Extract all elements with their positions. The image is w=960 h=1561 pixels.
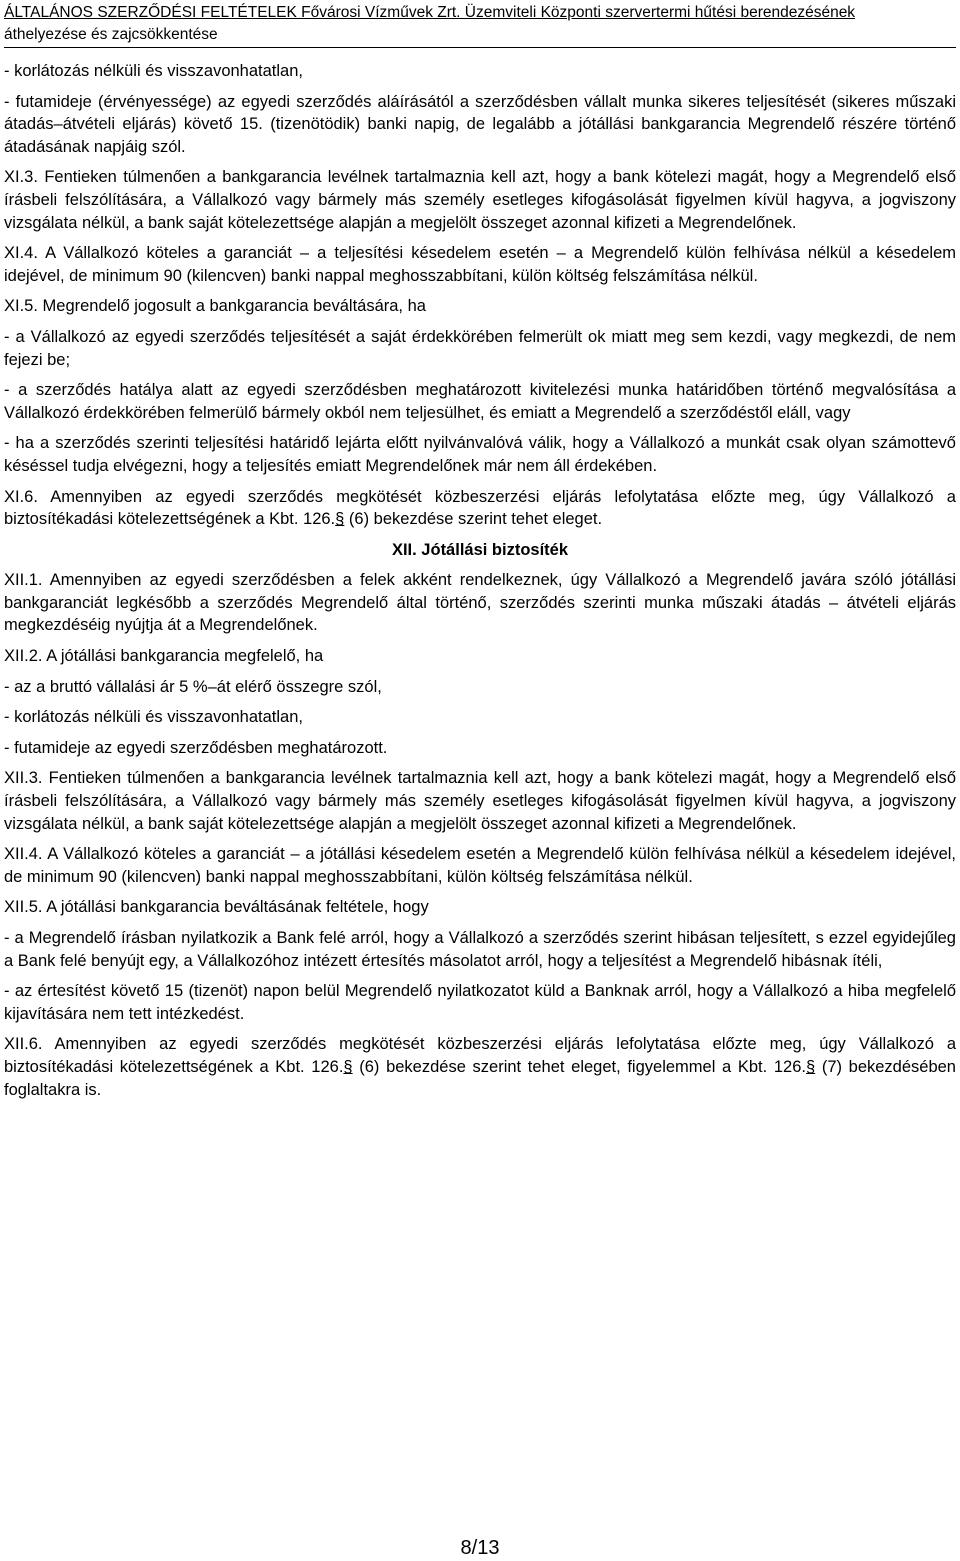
list-item: - a Megrendelő írásban nyilatkozik a Bank felé arról, hogy a Vállalkozó a szerződés szerint hibásan teljesített, s ezzel egyidejűleg a Bank felé benyújt egy, a Vállalkozóhoz intézett értesítés másolatot arról, hogy a teljesítést a Megrendelő hibásnak ítéli, — [4, 929, 956, 970]
clause-xii-3: XII.3. Fentieken túlmenően a bankgarancia levélnek tartalmaznia kell azt, hogy a bank kötelezi magát, hogy a Megrendelő első írásbeli felszólítására, a Vállalkozó vagy bármely más személy esetleges kifogásolását figyelmen kívül hagyva, a jogviszony vizsgálata nélkül, a bank saját kötelezettsége alapján a megjelölt összeget azonnal kifizeti a Megrendelőnek. — [4, 769, 956, 833]
clause-text: XI.6. Amennyiben az egyedi szerződés megkötését közbeszerzési eljárás lefolytatása előzte meg, úgy Vállalkozó a biztosítékadási kötelezettségének a Kbt. 126. — [4, 487, 956, 529]
list-item: - futamideje az egyedi szerződésben meghatározott. — [4, 738, 388, 757]
clause-xii-6 — [4, 1033, 956, 1101]
clause-xi-6 — [4, 486, 956, 531]
clause-text: (6) bekezdése szerint tehet eleget, figyelemmel a Kbt. 126. — [352, 1057, 806, 1076]
list-item: - futamideje (érvényessége) az egyedi szerződés aláírásától a szerződésben vállalt munka sikeres teljesítését (sikeres műszaki átadás–átvételi eljárás) követő 15. (tizenötödik) banki napig, de legalább a jótállási bankgarancia Megrendelő részére történő átadásának napjáig szól. — [4, 92, 956, 156]
list-item: - ha a szerződés szerinti teljesítési határidő lejárta előtt nyilvánvalóvá válik, hogy a Vállalkozó a munkát csak olyan számottevő késéssel tudja elvégezni, hogy a teljesítés emiatt Megrendelőnek már nem áll érdekében. — [4, 434, 956, 475]
clause-text: (6) bekezdése szerint tehet eleget. — [344, 510, 603, 529]
section-heading-xii: XII. Jótállási biztosíték — [391, 540, 569, 559]
header-line-2: áthelyezése és zajcsökkentése — [4, 26, 218, 43]
section-sign: § — [805, 1057, 816, 1076]
page-number: 8/13 — [460, 1537, 500, 1559]
clause-xii-1: XII.1. Amennyiben az egyedi szerződésben a felek akként rendelkeznek, úgy Vállalkozó a Megrendelő javára szóló jótállási bankgaranciát legkésőbb a szerződés Megrendelő által történő, szerződés szerinti munka műszaki átadás – átvételi eljárás megkezdéséig nyújtja át a Megrendelőnek. — [4, 571, 956, 635]
header-line-1: ÁLTALÁNOS SZERZŐDÉSI FELTÉTELEK Fővárosi Vízművek Zrt. Üzemviteli Központi szervertermi hűtési berendezésének — [4, 4, 856, 21]
section-sign: § — [335, 510, 345, 529]
clause-xii-2: XII.2. A jótállási bankgarancia megfelelő, ha — [4, 647, 324, 666]
clause-xi-5: XI.5. Megrendelő jogosult a bankgarancia beváltására, ha — [4, 297, 426, 316]
list-item: - a szerződés hatálya alatt az egyedi szerződésben meghatározott kivitelezési munka határidőben történő megvalósítása a Vállalkozó érdekkörében felmerülő bármely okból nem teljesülhet, és emiatt a Megrendelő a szerződéstől eláll, vagy — [4, 381, 956, 422]
section-sign: § — [343, 1057, 353, 1076]
clause-xii-4: XII.4. A Vállalkozó köteles a garanciát – a jótállási késedelem esetén a Megrendelő külön felhívása nélkül a késedelem idejével, de minimum 90 (kilencven) banki nappal meghosszabbítani, külön költség felszámítása nélkül. — [4, 845, 956, 886]
clause-text: (7) bekezdésében foglaltakra is. — [4, 1057, 956, 1099]
clause-xi-3: XI.3. Fentieken túlmenően a bankgarancia levélnek tartalmaznia kell azt, hogy a bank kötelezi magát, hogy a Megrendelő első írásbeli felszólítására, a Vállalkozó vagy bármely más személy esetleges kifogásolását figyelmen kívül hagyva, a jogviszony vizsgálata nélkül, a bank saját kötelezettsége alapján a megjelölt összeget azonnal kifizeti a Megrendelőnek. — [4, 168, 956, 232]
list-item: - korlátozás nélküli és visszavonhatatlan, — [4, 62, 303, 80]
list-item: - az a bruttó vállalási ár 5 %–át elérő összegre szól, — [4, 677, 382, 696]
document-body — [4, 60, 956, 1109]
list-item: - az értesítést követő 15 (tizenöt) napon belül Megrendelő nyilatkozatot küld a Banknak arról, hogy a Vállalkozó a hiba megfelelő kijavítására nem tett intézkedést. — [4, 982, 956, 1023]
page-header — [4, 2, 956, 48]
clause-xi-4: XI.4. A Vállalkozó köteles a garanciát – a teljesítési késedelem esetén – a Megrendelő külön felhívása nélkül a késedelem idejével, de minimum 90 (kilencven) banki nappal meghosszabbítani, külön költség felszámítása nélkül. — [4, 244, 956, 285]
clause-xii-5: XII.5. A jótállási bankgarancia beváltásának feltétele, hogy — [4, 898, 429, 917]
clause-text: XII.6. Amennyiben az egyedi szerződés megkötését közbeszerzési eljárás lefolytatása előzte meg, úgy Vállalkozó a biztosítékadási kötelezettségének a Kbt. 126. — [4, 1035, 956, 1076]
list-item: - a Vállalkozó az egyedi szerződés teljesítését a saját érdekkörében felmerült ok miatt meg sem kezdi, vagy megkezdi, de nem fejezi be; — [4, 327, 956, 369]
list-item: - korlátozás nélküli és visszavonhatatlan, — [4, 708, 303, 727]
